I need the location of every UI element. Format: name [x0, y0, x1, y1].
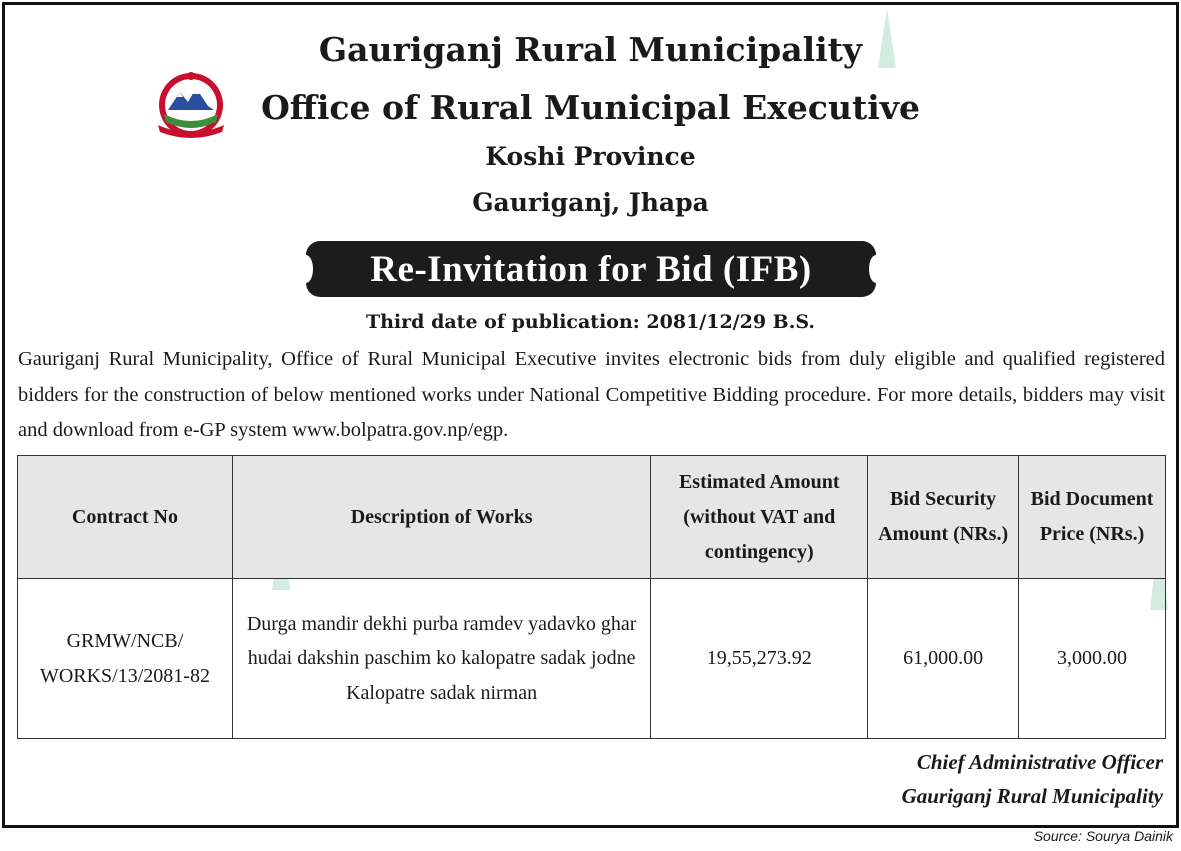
bid-banner: [306, 241, 876, 297]
header-description: Description of Works: [232, 456, 650, 579]
cell-contract-no: GRMW/NCB/ WORKS/13/2081-82: [18, 579, 233, 739]
source-credit: Source: Sourya Dainik: [1033, 828, 1173, 844]
location-title: Gauriganj, Jhapa: [472, 188, 709, 217]
header-bid-security: Bid Security Amount (NRs.): [868, 456, 1019, 579]
office-title: Office of Rural Municipal Executive: [261, 88, 920, 127]
cell-estimated-amount: 19,55,273.92: [651, 579, 868, 739]
signatory-org: Gauriganj Rural Municipality: [901, 784, 1163, 808]
signatory-title: Chief Administrative Officer: [916, 750, 1163, 774]
cell-document-price: 3,000.00: [1019, 579, 1166, 739]
province-title: Koshi Province: [485, 142, 696, 171]
publication-date: Third date of publication: 2081/12/29 B.S.: [365, 311, 815, 333]
notice-body: Gauriganj Rural Municipality, Office of Rural Municipal Executive invites electronic bids from duly eligible and qualified registered bidders for the construction of below mentioned works under National Competitive Bidding procedure. For more details, bidders may visit and download from e-GP system www.bolpatra.gov.np/egp.: [18, 348, 1165, 441]
header-document-price: Bid Document Price (NRs.): [1019, 456, 1166, 579]
header-contract-no: Contract No: [18, 456, 233, 579]
works-table: [17, 455, 1166, 739]
bid-banner-text: Re-Invitation for Bid (IFB): [370, 248, 812, 290]
cell-bid-security: 61,000.00: [868, 579, 1019, 739]
cell-description: Durga mandir dekhi purba ramdev yadavko ghar hudai dakshin paschim ko kalopatre sadak jodne Kalopatre sadak nirman: [232, 579, 650, 739]
header-estimated-amount: Estimated Amount (without VAT and contingency): [651, 456, 868, 579]
table-header-row: [18, 456, 1166, 579]
municipality-title: Gauriganj Rural Municipality: [318, 30, 863, 69]
table-row: [18, 579, 1166, 739]
